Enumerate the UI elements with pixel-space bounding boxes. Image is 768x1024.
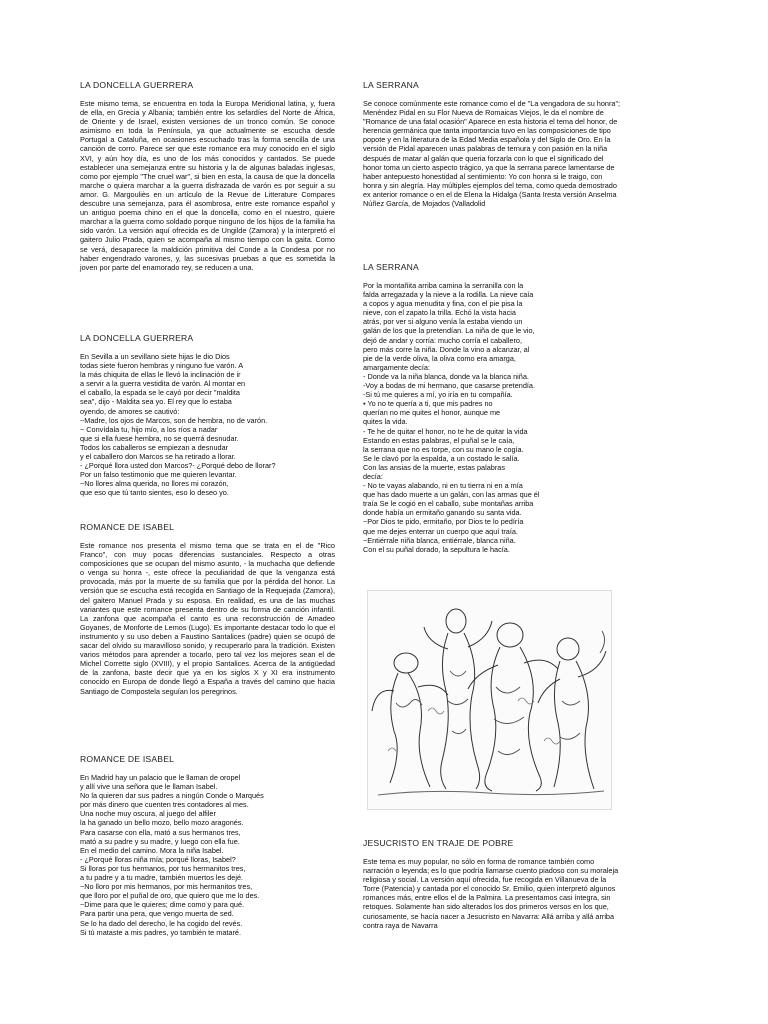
section-serrana-verse: [363, 262, 621, 554]
verse-line: galán de los que la pretendían. La niña de que le vio,: [363, 326, 535, 336]
verse-line: - Te he de quitar el honor, no te he de quitar la vida: [363, 426, 528, 436]
verse-line: atrás, por ver si alguno venía la estaba viendo un: [363, 317, 523, 327]
verse-line: En el medio del camino. Mora la niña Isabel.: [80, 845, 224, 855]
section-serrana-essay: [363, 80, 621, 208]
verse-line: mató a su padre y su madre, y luego con ella fue.: [80, 836, 240, 846]
verse-line: querían no me quites el honor, aunque me: [363, 408, 501, 418]
verse-line: todas siete fueron hembras y ninguno fue varón. A: [80, 361, 244, 371]
verse-line: oyendo, de amores se cautivó:: [80, 406, 180, 416]
verse-line: la serrana que no es torpe, con su mano le cogía.: [363, 444, 524, 454]
verse-line: - Donde va la niña blanca, donde va la blanca niña.: [363, 371, 529, 381]
verse-line: ~No lloro por mis hermanos, por mis hermanitos tres,: [80, 882, 253, 892]
verse-line: Con las ansias de la muerte, estas palabras: [363, 462, 505, 472]
section-body: Este tema es muy popular, no sólo en forma de romance también como narración o leyenda; es lo que podría llamarse cuento piadoso con su moraleja religiosa y social. La versión aquí ofrecida, fue recogida en Villanueva de la Torre (Patencia) y cantada por el conocido Sr. Emilio, quien interpretó algunos romances más, entre ellos el de la Palmira. La presentamos casi íntegra, sin retoques. Solamente han sido alterados los dos primeros versos en los que, curiosamente, se hacía nacer a Jesucristo en Navarra: Allá arriba y allá arriba contra raya de Navarra: [363, 857, 619, 930]
section-title: LA DONCELLA GUERRERA: [80, 80, 194, 90]
section-title: LA SERRANA: [363, 80, 419, 90]
section-isabel-verse: [80, 754, 335, 937]
verse-line: decía:: [363, 471, 383, 481]
section-doncella-essay: [80, 80, 335, 272]
verse-line: a tu padre y a tu madre, también muertos les dejé.: [80, 873, 244, 883]
verse-line: a copos y agua menudita y fina, con el pie pisa la: [363, 299, 523, 309]
verse-line: Por un falso testimonio que me quieren levantar.: [80, 470, 237, 480]
verse-line: ~Madre, los ojos de Marcos, son de hembra, no de varón.: [80, 415, 268, 425]
verse-line: dejó de andar y corría: mucho corría el caballero,: [363, 335, 522, 345]
verse-line: pero más corre la niña. Donde la vino a alcanzar, al: [363, 344, 530, 354]
verse-line: amargamente decía:: [363, 362, 430, 372]
verse-line: Se lo ha dado del derecho, le ha cogido del revés.: [80, 918, 243, 928]
verse-line: a servir a la guerra vestidita de varón. Al montar en: [80, 379, 246, 389]
verse-line: Una noche muy oscura, al juego del alfiler: [80, 809, 216, 819]
section-title: JESUCRISTO EN TRAJE DE POBRE: [363, 838, 514, 848]
verse-line: donde había un ermitaño ganando su santa vida.: [363, 508, 522, 518]
verse-line: -Voy a bodas de mi hermano, que casarse pretendía.: [363, 381, 535, 391]
section-title: ROMANCE DE ISABEL: [80, 522, 175, 532]
verse-line: que si ella fuese hembra, no se querrá desnudar.: [80, 433, 239, 443]
verse-line: la ha ganado un bello mozo, bello mozo aragonés.: [80, 818, 244, 828]
verse-line: ~Dime para que le quieres; dime como y para qué.: [80, 900, 245, 910]
section-body: Se conoce comúnmente este romance como el de "La vengadora de su honra"; Menéndez Pidal en su Flor Nueva de Romaicas Viejos, le da el nombre de "Romance de una fatal ocasión" Aparece en esta historia el tema del honor, de herencia germánica que tanta importancia tuvo en las composiciones de tipo popote y en la literatura de la Edad Media española y del Siglo de Oro. En la versión de Pidal aparecen unas palabras de ternura y con pasión en la niña después de matar al galán que queria forzarla con lo que el significado del honor toma un cierto aspecto trágico, ya que la serrana parece lamentarse de haber antepuesto honestidad al sentimiento: Yo con honra si le traigo, con honra y sin alegría. Hay múltiples ejemplos del tema, como queda demostrado ex anterior romance o en el de Elena la Hidalga (Santa Iresta versión Anselma Núñez García, de Mojados (Valladolid: [363, 99, 621, 209]
section-isabel-essay: [80, 522, 335, 696]
verse-line: Para casarse con ella, mató a sus hermanos tres,: [80, 827, 241, 837]
verse-line: En Sevilla a un sevillano siete hijas le dio Dios: [80, 352, 230, 361]
verse-line: - No te vayas alabando, ni en tu tierra ni en a mía: [363, 481, 523, 491]
verse-line: Por la montañita arriba camina la serranilla con la: [363, 281, 524, 290]
section-body: Este mismo tema, se encuentra en toda la Europa Meridional latina, y, fuera de ella, en Grecia y Albania; también entre los sefardíes del Norte de África, de Oriente y de Israel, existen versiones de un tronco común. Se conoce asimismo en toda la Península, ya que actualmente se escucha desde Portugal a Cataluña, en ocasiones escuchado tras la forma sencilla de una canción de corro. Parece ser que este romance era muy conocido en el siglo XVI, y aún hoy día, es uno de los más conocidos y cantados. Se puede establecer una semejanza entre su historia y la de algunas baladas inglesas, como por ejemplo "The cruel war", si bien en esta, la causa de que la doncella marche o quiera marchar a la guerra disfrazada de varón es por seguir a su amor. G. Margouliès en un artículo de la Revue de Litterature Compares descubre una semejanza, para él asombrosa, entre este romance español y un antiguo poema chino en el que la doncella, como en el nuestro, quiere marchar a la guerra como soldado porque ninguno de los hijos de la familia ha sido varón. La versión aquí ofrecida es de Ungilde (Zamora) y la interpretó el gaitero Julio Prada, quien se acompaña al mismo tiempo con la gaita. Como se verá, desaparece la maldición primitiva del Conde a la Condesa por no haber engendrado varones, y, las sucesivas pruebas a que es sometida la joven por parte del enamorado rey, se reducen a una.: [80, 99, 335, 272]
verse-line: y el caballero don Marcos se ha retirado a llorar.: [80, 452, 236, 462]
verse-line: ~No llores alma querida, no llores mi corazón,: [80, 479, 229, 489]
verse-line: Estando en estas palabras, el puñal se le caía,: [363, 435, 515, 445]
section-title: LA SERRANA: [363, 262, 419, 272]
verse-line: En Madrid hay un palacio que le llaman de oropel: [80, 773, 241, 782]
verse-line: Todos los caballeros se empiezan a desnudar: [80, 442, 229, 452]
verse-lines: [80, 773, 335, 937]
verse-line: Se le clavó por la espalda, a un costado le salía.: [363, 453, 520, 463]
verse-line: falda arregazada y la nieve a la rodilla. La nieve caía: [363, 290, 534, 300]
verse-lines: [363, 281, 621, 554]
verse-line: que has dado muerte a un galán, con las armas que él: [363, 490, 540, 500]
verse-line: por más dinero que cuenten tres contadores al mes.: [80, 800, 249, 810]
verse-line: que eso que tú tanto sientes, eso lo deseo yo.: [80, 488, 229, 498]
verse-line: Para partir una pera, que vengo muerta de sed.: [80, 909, 234, 919]
verse-line: -Si tú me quieres a mí, yo iría en tu compañía.: [363, 390, 513, 400]
section-jesucristo: [363, 838, 621, 930]
verse-line: sea", dijo - Maldita sea yo. El rey que lo estaba: [80, 397, 232, 407]
verse-line: traía Se le cogió en el caballo, sube montañas arriba: [363, 499, 534, 509]
verse-line: - ¿Porqué llora usted don Marcos?- ¿Porqué debo de llorar?: [80, 461, 276, 471]
section-title: ROMANCE DE ISABEL: [80, 754, 175, 764]
verse-line: ~Por Dios te pido, ermitaño, por Dios te lo pedíría: [363, 517, 524, 527]
verse-line: No la quieren dar sus padres a ningún Conde o Marqués: [80, 791, 264, 801]
section-title: LA DONCELLA GUERRERA: [80, 333, 194, 343]
verse-line: - ¿Porqué lloras niña mía; porqué lloras, Isabel?: [80, 854, 236, 864]
verse-line: que lloro por el puñal de oro, que quiero que me lo des.: [80, 891, 260, 901]
verse-line: el caballo, la espada se le cayó por decir "maldita: [80, 388, 240, 398]
verse-lines: [80, 352, 335, 498]
verse-line: Si tú mataste a mis padres, yo también te mataré.: [80, 927, 242, 937]
verse-line: ~ Convídala tu, hijo mío, a los ríos a nadar: [80, 424, 218, 434]
drawing-dancers-illustration: [367, 590, 612, 810]
verse-line: que me dejes enterrar un cuerpo que aquí traía.: [363, 526, 518, 536]
verse-line: la más chiquita de ellas le llevó la inclinación de ir: [80, 370, 241, 380]
verse-line: ▪ Yo no te quería a ti, que mis padres no: [363, 399, 493, 409]
section-doncella-verse: [80, 333, 335, 498]
verse-line: Si lloras por tus hermanos, por tus hermanitos tres,: [80, 863, 246, 873]
verse-line: nieve, con el zapato la trilla. Echó la vista hacia: [363, 308, 516, 318]
section-body: Este romance nos presenta el mismo tema que se trata en el de "Rico Franco", con muy pocas diferencias sustanciales. Respecto a otras composiciones que se ocupan del mismo asunto, - la muchacha que defiende o venga su honra -, este ofrece la peculiaridad de que la venganza está provocada, más por la muerte de su familia que por la pérdida del honor. La versión que se escucha está recogida en Santiago de la Requejada (Zamora), del gaitero Manuel Prada y su esposa. En realidad, es una de las muchas variantes que este romance presenta dentro de su forma de canción infantil. La zanfona que acompaña el canto es una reconstrucción de Amadeo Goyanes, de Monforte de Lemos (Lugo). Es importante destacar todo lo que el instrumento y su uso deben a Faustino Santalices (padre) quien se ocupó de sacar del olvido su maravilloso sonido, y recuperarlo para la tradición. Existen varios métodos para aprender a tocarlo, pero tal vez los mejores sean el de Michel Corrette siglo (XVIII), y el propio Santalices. Acerca de la antigüedad de la zanfona, baste decir que ya en los siglos X y XI era instrumento conocido en Europa de donde llegó a España a través del camino que hacia Santiago de Compostela seguían los peregrinos.: [80, 541, 335, 696]
verse-line: pie de la verde oliva, la oliva como era amarga,: [363, 353, 516, 363]
verse-line: quites la vida.: [363, 417, 408, 427]
verse-line: ~Entiérrale niña blanca, entiérrale, blanca niña.: [363, 535, 516, 545]
verse-line: Con el su puñal dorado, la sepultura le hacía.: [363, 544, 510, 554]
verse-line: y allí vive una señora que le llaman Isabel.: [80, 782, 218, 792]
